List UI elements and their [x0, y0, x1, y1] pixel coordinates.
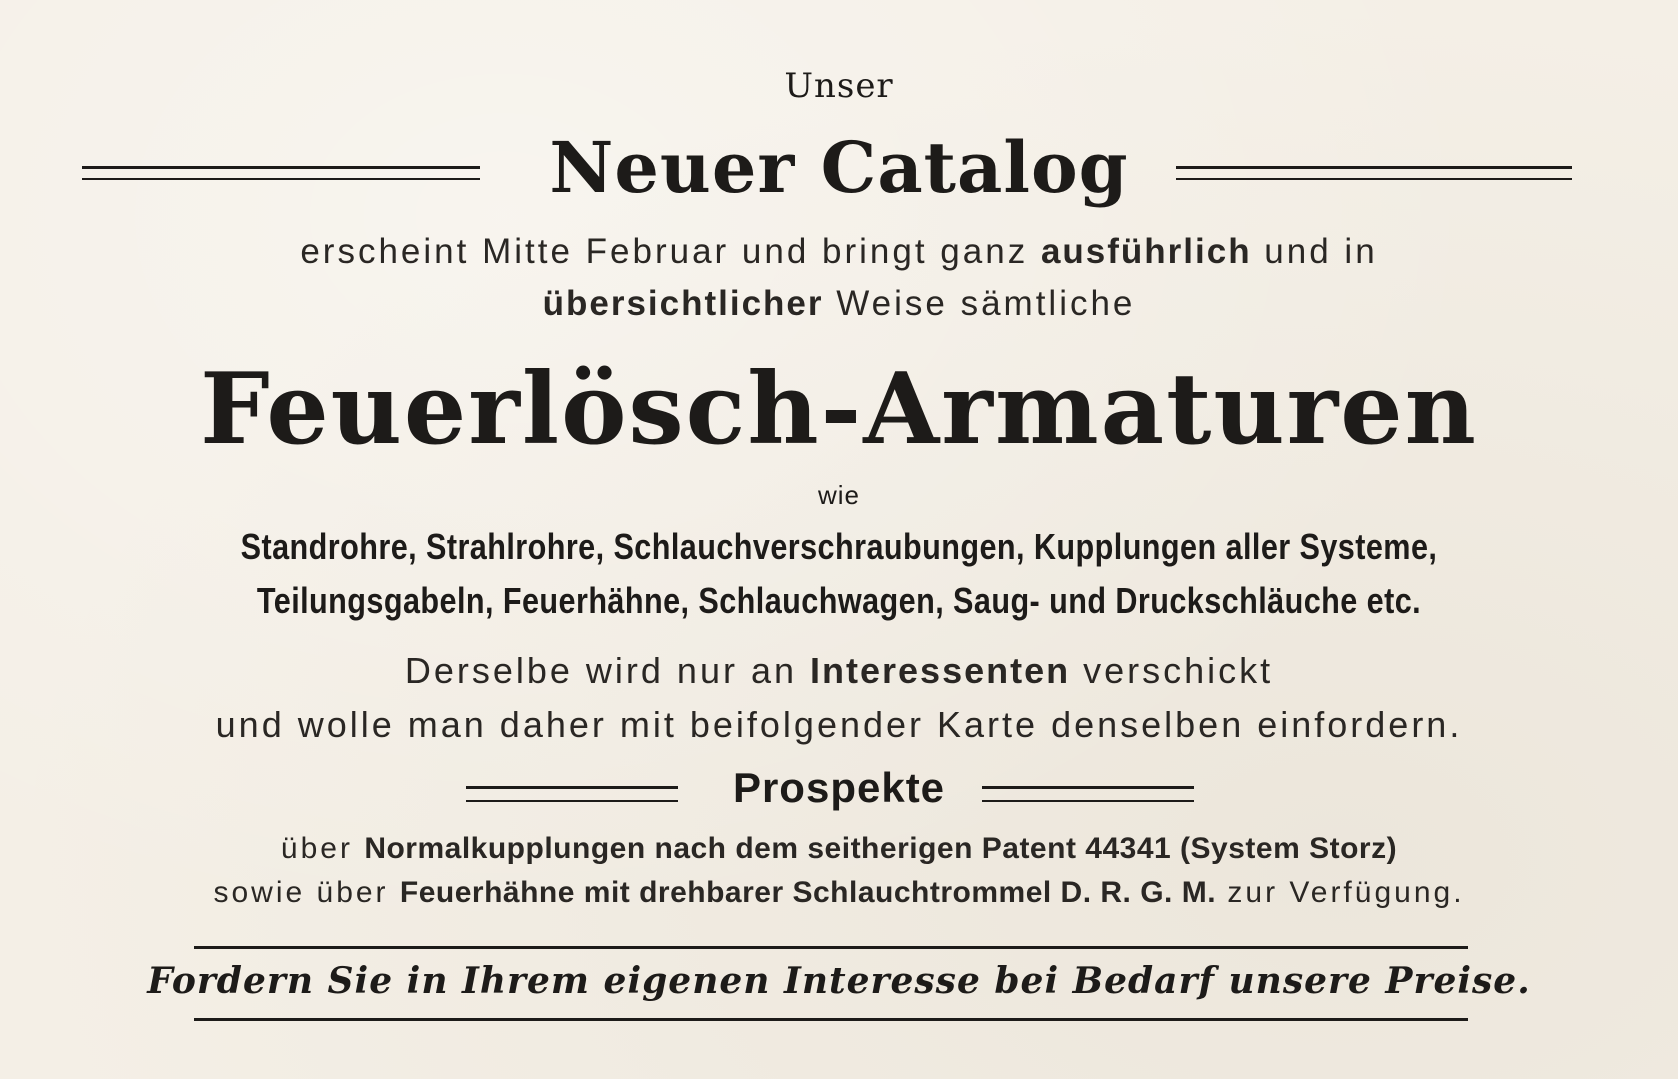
description-line-1-post: und in	[1251, 232, 1378, 271]
notice-line-1	[0, 650, 1678, 692]
intro-text: Unser	[784, 66, 894, 106]
footer-call-to-action: Fordern Sie in Ihrem eigenen Interesse bei Bedarf unsere Preise.	[147, 960, 1531, 1002]
prospekte-line-1	[0, 832, 1678, 866]
prospekte-right-rule-top	[982, 786, 1194, 789]
notice-line-1-pre: Derselbe wird nur an	[404, 650, 811, 691]
headline: Feuerlösch-Armaturen	[200, 352, 1478, 467]
connector-text: wie	[817, 480, 860, 510]
title-right-rule-top	[1176, 166, 1572, 169]
catalog-title: Neuer Catalog	[549, 126, 1129, 209]
title-row	[0, 128, 1678, 208]
prospekte-line-1-pre: über	[280, 832, 365, 865]
title-right-rule-bottom	[1176, 178, 1572, 180]
description-line-1-bold: ausführlich	[1040, 232, 1252, 271]
prospekte-line-2-pre: sowie über	[213, 876, 400, 909]
products-line-2: Teilungsgabeln, Feuerhähne, Schlauchwagen, Saug- und Druckschläuche etc.	[256, 580, 1422, 621]
description-line-1-pre: erscheint Mitte Februar und bringt ganz	[300, 232, 1041, 271]
prospekte-right-rule-bottom	[982, 800, 1194, 802]
description-line-2-bold: übersichtlicher	[542, 284, 824, 323]
description-line-2	[0, 284, 1678, 324]
prospekte-line-2-bold: Feuerhähne mit drehbarer Schlauchtrommel D. R. G. M.	[399, 876, 1217, 909]
notice-line-1-post: verschickt	[1070, 650, 1274, 691]
prospekte-line-1-bold: Normalkupplungen nach dem seitherigen Patent 44341 (System Storz)	[364, 832, 1398, 865]
prospekte-heading: Prospekte	[732, 764, 946, 811]
products-line-1: Standrohre, Strahlrohre, Schlauchverschraubungen, Kupplungen aller Systeme,	[240, 526, 1438, 567]
prospekte-line-2	[0, 876, 1678, 910]
description-line-2-post: Weise sämtliche	[823, 284, 1136, 323]
description-line-1	[0, 232, 1678, 272]
notice-line-2: und wolle man daher mit beifolgender Karte denselben einfordern.	[215, 704, 1463, 745]
notice-line-1-bold: Interessenten	[810, 650, 1071, 691]
footer-bottom-rule	[194, 1018, 1468, 1021]
prospekte-line-2-post: zur Verfügung.	[1216, 876, 1465, 909]
footer-top-rule	[194, 946, 1468, 949]
